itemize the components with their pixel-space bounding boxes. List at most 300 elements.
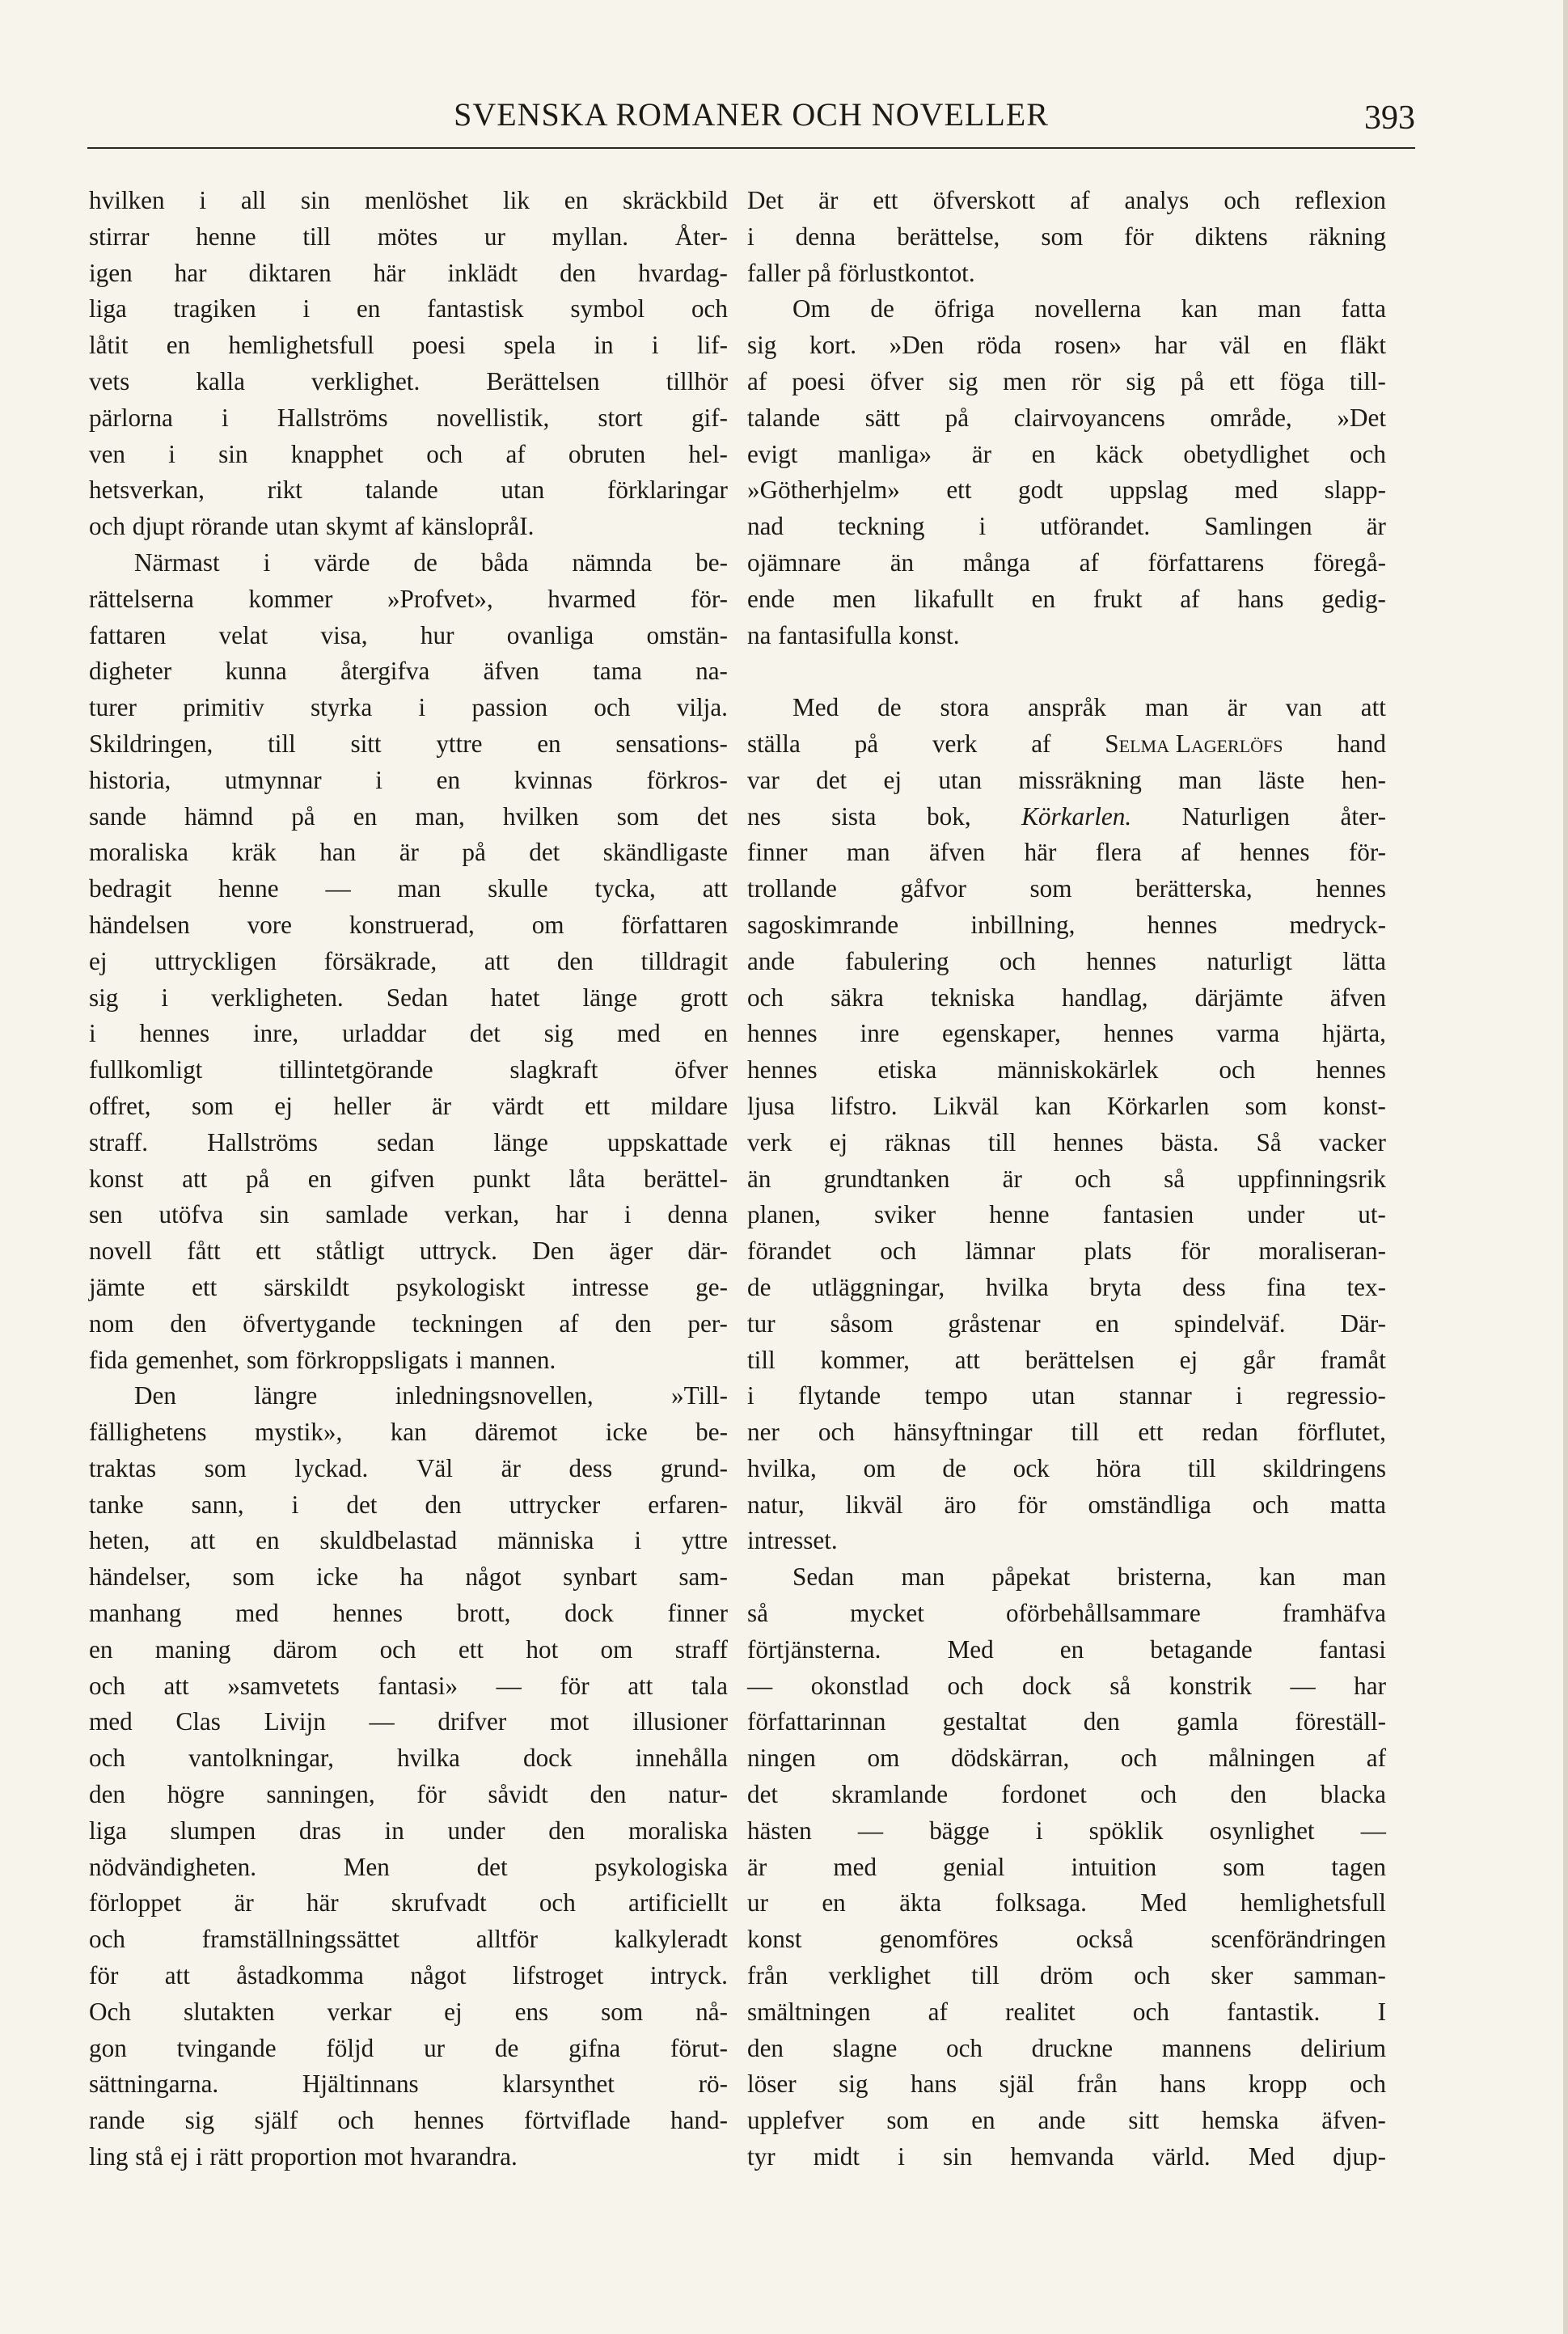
word: skändligaste [602, 838, 728, 867]
word: icke [605, 1418, 648, 1447]
word: gifven [370, 1164, 435, 1193]
word: gamla [1177, 1707, 1239, 1736]
word: en [1031, 439, 1056, 468]
text-line [747, 1089, 1386, 1125]
word: att [484, 946, 510, 975]
word: område, [1210, 403, 1292, 432]
word: fantasifulla [778, 620, 892, 649]
word: ande [1038, 2106, 1086, 2135]
word: mildare [650, 1091, 728, 1120]
word: sviker [873, 1200, 936, 1229]
word: så [747, 1599, 768, 1628]
word: natur, [747, 1490, 805, 1519]
word: smältningen [747, 1997, 871, 2026]
word: särskildt [264, 1272, 349, 1301]
word: äfven [483, 657, 539, 686]
word: därjämte [1194, 983, 1283, 1012]
word: hans [910, 2070, 957, 2099]
word: i [195, 2142, 203, 2171]
word: nödvändigheten. [89, 1852, 256, 1881]
word: Sedan [792, 1562, 855, 1592]
word: utan [938, 765, 983, 794]
word: värld. [1152, 2142, 1211, 2171]
left-column [89, 183, 728, 2175]
word: hemlighetsfull [1240, 1888, 1386, 1918]
word: lik [503, 186, 530, 214]
word: Väl [416, 1453, 453, 1482]
text-line [747, 726, 1386, 763]
word: sagoskimrande [747, 910, 899, 939]
word: mycket [850, 1599, 924, 1628]
text-line [747, 907, 1386, 944]
word: och [1219, 1055, 1256, 1085]
word: och [1349, 2070, 1386, 2099]
word: hennes [1316, 1055, 1386, 1085]
word: psykologiskt [395, 1272, 526, 1301]
word: föreställ- [1295, 1707, 1386, 1736]
word: sin [942, 2142, 973, 2171]
word: vets [89, 366, 130, 395]
word: för [416, 1780, 446, 1809]
text-line [747, 1414, 1386, 1451]
word: länge [493, 1127, 548, 1156]
word: ner [747, 1418, 780, 1447]
word: nes [747, 801, 781, 831]
word: lifstro. [830, 1091, 898, 1120]
word: framåt [1320, 1345, 1386, 1374]
word: räknas [885, 1127, 951, 1156]
word: hemska [1202, 2106, 1279, 2135]
text-line [89, 1958, 728, 1994]
text-line [89, 1197, 728, 1233]
word: per- [687, 1309, 728, 1338]
word: i [898, 2142, 905, 2171]
word: Sedan [386, 983, 448, 1012]
word: är [1366, 512, 1386, 541]
word: hämnd [184, 801, 254, 831]
word: skymt [326, 512, 388, 541]
word: manliga» [838, 439, 932, 468]
word: fantasien [1102, 1200, 1194, 1229]
word: dock [1022, 1671, 1071, 1700]
word: af [1079, 548, 1099, 577]
text-line [89, 256, 728, 292]
word: realitet [1005, 1997, 1076, 2026]
word: den [89, 1780, 126, 1809]
word: sedan [377, 1127, 435, 1156]
word: framställningssättet [201, 1925, 400, 1954]
word: i [263, 548, 271, 577]
word: utan [1031, 1381, 1076, 1410]
word: tilldragit [640, 946, 728, 975]
word: förloppet [89, 1888, 182, 1918]
word: vantolkningar, [188, 1744, 334, 1773]
word: verkan, [444, 1200, 520, 1229]
word: för [1180, 1237, 1211, 1266]
word: som [1041, 222, 1084, 251]
text-line [89, 1813, 728, 1850]
word: analys [1124, 186, 1190, 214]
word: folksaga. [995, 1888, 1087, 1918]
word: gifna [568, 2033, 621, 2062]
text-line [747, 1596, 1386, 1632]
word: förkroppsligats [295, 1345, 449, 1374]
word: regressio- [1286, 1381, 1386, 1410]
word: en [564, 186, 589, 214]
word: ande [747, 946, 795, 975]
word: af [1181, 838, 1201, 867]
word: sista [831, 801, 877, 831]
word: från [1076, 2070, 1118, 2099]
word: blacka [1320, 1780, 1386, 1809]
word: föregå- [1312, 548, 1386, 577]
word: ej [829, 1127, 848, 1156]
word: och [1120, 1744, 1157, 1773]
word: fantastik. [1227, 1997, 1321, 2026]
text-line [89, 690, 728, 726]
text-line [747, 1161, 1386, 1198]
word: tempo [924, 1381, 988, 1410]
word: ett [1138, 1418, 1164, 1447]
text-line [747, 1994, 1386, 2031]
word: sande [89, 801, 147, 831]
word: på [291, 801, 315, 831]
text-line [89, 1523, 728, 1559]
word: och [1140, 1780, 1177, 1809]
text-line [89, 1125, 728, 1161]
word: heller [333, 1091, 391, 1120]
word: hel- [688, 439, 728, 468]
word: den [1083, 1707, 1120, 1736]
word: äro [944, 1490, 977, 1519]
word: i [978, 512, 987, 541]
text-line [89, 328, 728, 364]
word: hvarandra. [410, 2142, 518, 2171]
text-line [747, 581, 1386, 618]
word: Den [134, 1381, 176, 1410]
word: författaren [621, 910, 728, 939]
text-line [89, 1885, 728, 1922]
word: stirrar [89, 222, 150, 251]
word: be- [695, 548, 728, 577]
text-line [89, 1632, 728, 1668]
word: och [1252, 1490, 1289, 1519]
word: som [232, 1562, 275, 1592]
word: fina [1266, 1272, 1306, 1301]
word: samman- [1293, 1961, 1386, 1990]
word: från [747, 1961, 788, 1990]
word: en [353, 801, 378, 831]
word: förut- [670, 2033, 728, 2062]
word: på [1180, 366, 1205, 395]
text-line [747, 2031, 1386, 2067]
word: stort [598, 403, 643, 432]
word: kort. [809, 331, 857, 360]
word: ningen [747, 1744, 816, 1773]
word: i [634, 1526, 641, 1555]
word: uttryckligen [154, 946, 277, 975]
word: som [1223, 1852, 1266, 1881]
word: kräk [231, 838, 277, 867]
text-line [89, 581, 728, 618]
word: hatet [490, 983, 540, 1012]
word: och [818, 1418, 855, 1447]
word: trollande [747, 874, 837, 903]
word: väl [1219, 331, 1251, 360]
word: själ [999, 2070, 1034, 2099]
word: »Till- [671, 1381, 728, 1410]
word: bok, [927, 801, 971, 831]
word: och [337, 2106, 374, 2135]
word: därom [273, 1634, 338, 1664]
word: ut- [1358, 1200, 1386, 1229]
word: Naturligen [1181, 801, 1290, 831]
word: den [425, 1490, 462, 1519]
word: man [846, 838, 890, 867]
word: är [431, 1091, 452, 1120]
word: dock [564, 1599, 614, 1628]
word: är [234, 1888, 254, 1918]
word: i [161, 983, 169, 1012]
word: kommer [248, 584, 333, 613]
word: finner [667, 1599, 728, 1628]
book-title: Körkarlen. [1021, 801, 1132, 831]
word: en [356, 294, 381, 323]
text-line [747, 2066, 1386, 2103]
word: reflexion [1295, 186, 1386, 214]
word: bryta [1089, 1272, 1142, 1301]
word: har [1154, 331, 1187, 360]
word: van [1285, 693, 1322, 722]
word: i [302, 294, 311, 323]
word: talande [747, 403, 821, 432]
text-line [747, 763, 1386, 799]
word: kan [1034, 1091, 1071, 1120]
word: känslopråI. [421, 512, 535, 541]
word: värdt [492, 1091, 544, 1120]
word: af [1031, 729, 1051, 758]
word: en [704, 1019, 728, 1048]
word: ett [256, 1237, 281, 1266]
word: Clas [175, 1707, 221, 1736]
word: nämnda [572, 548, 653, 577]
word: godt [1018, 476, 1063, 505]
text-line [89, 980, 728, 1017]
word: hennes [1086, 946, 1156, 975]
text-line [747, 1052, 1386, 1089]
word: erfaren- [648, 1490, 728, 1519]
word: stannar [1118, 1381, 1192, 1410]
word: jämte [89, 1272, 146, 1301]
word: och [426, 439, 463, 468]
text-line [89, 1161, 728, 1198]
text-line [89, 871, 728, 907]
word: straff. [89, 1127, 149, 1156]
text-line [89, 2031, 728, 2067]
word: och [999, 946, 1036, 975]
word: af [1180, 584, 1200, 613]
word: också [1076, 1925, 1134, 1954]
word: fabulering [845, 946, 949, 975]
text-line [747, 472, 1386, 509]
word: värde [314, 548, 370, 577]
word: tycka, [594, 874, 656, 903]
word: är [747, 1852, 767, 1881]
word: den [170, 1309, 207, 1338]
word: den [548, 1816, 585, 1845]
word: äger [609, 1237, 653, 1266]
word: är [399, 838, 419, 867]
word: — [325, 874, 351, 903]
word: hans [1237, 584, 1284, 613]
word: kan [1181, 294, 1218, 323]
text-line [89, 799, 728, 835]
word: ej [1179, 1345, 1198, 1374]
word: fällighetens [89, 1418, 207, 1447]
word: na [747, 620, 771, 649]
word: här [1024, 838, 1057, 867]
word: Om [792, 294, 830, 323]
word: och [89, 1925, 126, 1954]
word: att [702, 874, 728, 903]
word: för- [1348, 838, 1386, 867]
word: synbart [563, 1562, 637, 1592]
word: diktaren [248, 258, 332, 287]
word: på [807, 258, 831, 287]
word: inre [860, 1019, 900, 1048]
word: sin [300, 186, 331, 214]
text-line [89, 1596, 728, 1632]
text-line [89, 763, 728, 799]
word: till [1187, 1453, 1216, 1482]
word: poesi [792, 366, 846, 395]
word: skräckbild [622, 186, 728, 214]
word: här [306, 1888, 339, 1918]
word: följd [326, 2033, 374, 2062]
word: och [1132, 1997, 1169, 2026]
word: de [747, 1272, 771, 1301]
word: nå- [695, 1997, 728, 2026]
word: planen, [747, 1200, 821, 1229]
word: däremot [475, 1418, 558, 1447]
text-line [747, 2139, 1386, 2175]
word: likväl [845, 1490, 903, 1519]
word: etiska [877, 1055, 937, 1085]
word: i [455, 1345, 463, 1374]
word: naturligt [1207, 946, 1292, 975]
word: mystik», [254, 1418, 343, 1447]
word: tillintetgörande [279, 1055, 433, 1085]
word: hvarmed [547, 584, 636, 613]
word: bägge [929, 1816, 990, 1845]
word: be- [695, 1418, 728, 1447]
word: utförandet. [1040, 512, 1151, 541]
word: »Götherhjelm» [747, 476, 900, 505]
word: som [191, 1091, 234, 1120]
word: hennes [139, 1019, 210, 1048]
word: i [222, 403, 229, 432]
text-line [89, 219, 728, 256]
word: för [1017, 1490, 1047, 1519]
word: mot [364, 2142, 404, 2171]
text-line [89, 835, 728, 871]
word: att [1360, 693, 1386, 722]
word: gestaltat [942, 1707, 1027, 1736]
word: novell [89, 1237, 152, 1266]
text-line [747, 1197, 1386, 1233]
word: förtviflade [523, 2106, 631, 2135]
word: konst [747, 1925, 802, 1954]
word: försäkrade, [323, 946, 437, 975]
word: i [1236, 1381, 1243, 1410]
word: de [942, 1453, 966, 1482]
word: för [1124, 222, 1154, 251]
word: med [616, 1019, 661, 1048]
word: ej [444, 1997, 463, 2026]
word: gemenhet, [135, 1345, 240, 1374]
word: nom [89, 1309, 134, 1338]
word: kalla [196, 366, 245, 395]
text-line [747, 1922, 1386, 1958]
word: straff [674, 1634, 728, 1664]
word: hvilken [502, 801, 579, 831]
word: till [971, 1961, 1000, 1990]
word: grott [680, 983, 728, 1012]
word: hemvanda [1010, 2142, 1114, 2171]
word: hennes [413, 2106, 484, 2135]
word: en [307, 1164, 332, 1193]
word: sitt [350, 729, 382, 758]
word: sig [184, 2106, 215, 2135]
text-line [89, 1052, 728, 1089]
word: och [946, 2033, 983, 2062]
word: af [1366, 1744, 1386, 1773]
word: druckne [1031, 2033, 1114, 2062]
text-line [747, 1125, 1386, 1161]
word: många [962, 548, 1030, 577]
text-line [89, 291, 728, 328]
text-line [747, 1451, 1386, 1487]
word: — [369, 1707, 395, 1736]
word: moraliska [89, 838, 188, 867]
word: konst. [898, 620, 960, 649]
word: än [890, 548, 915, 577]
word: verkar [327, 1997, 392, 2026]
word: såsom [830, 1309, 894, 1338]
word: under [1247, 1200, 1305, 1229]
word: verklighet. [311, 366, 421, 395]
text-line [747, 1270, 1386, 1306]
word: fantastisk [427, 294, 524, 323]
text-line [89, 1016, 728, 1052]
word: talande [365, 476, 438, 505]
word: yttre [436, 729, 483, 758]
word: kunna [225, 657, 287, 686]
text-line [89, 1922, 728, 1958]
word: fida [89, 1345, 129, 1374]
word: rätt [209, 2142, 243, 2171]
word: så [1164, 1164, 1186, 1193]
word: den [1230, 1780, 1267, 1809]
word: evigt [747, 439, 798, 468]
word: poesi [412, 331, 466, 360]
word: hennes [1103, 1019, 1174, 1048]
word: stora [940, 693, 990, 722]
word: ens [514, 1997, 549, 2026]
word: Samlingen [1204, 512, 1312, 541]
word: tur [747, 1309, 776, 1338]
text-line [89, 726, 728, 763]
